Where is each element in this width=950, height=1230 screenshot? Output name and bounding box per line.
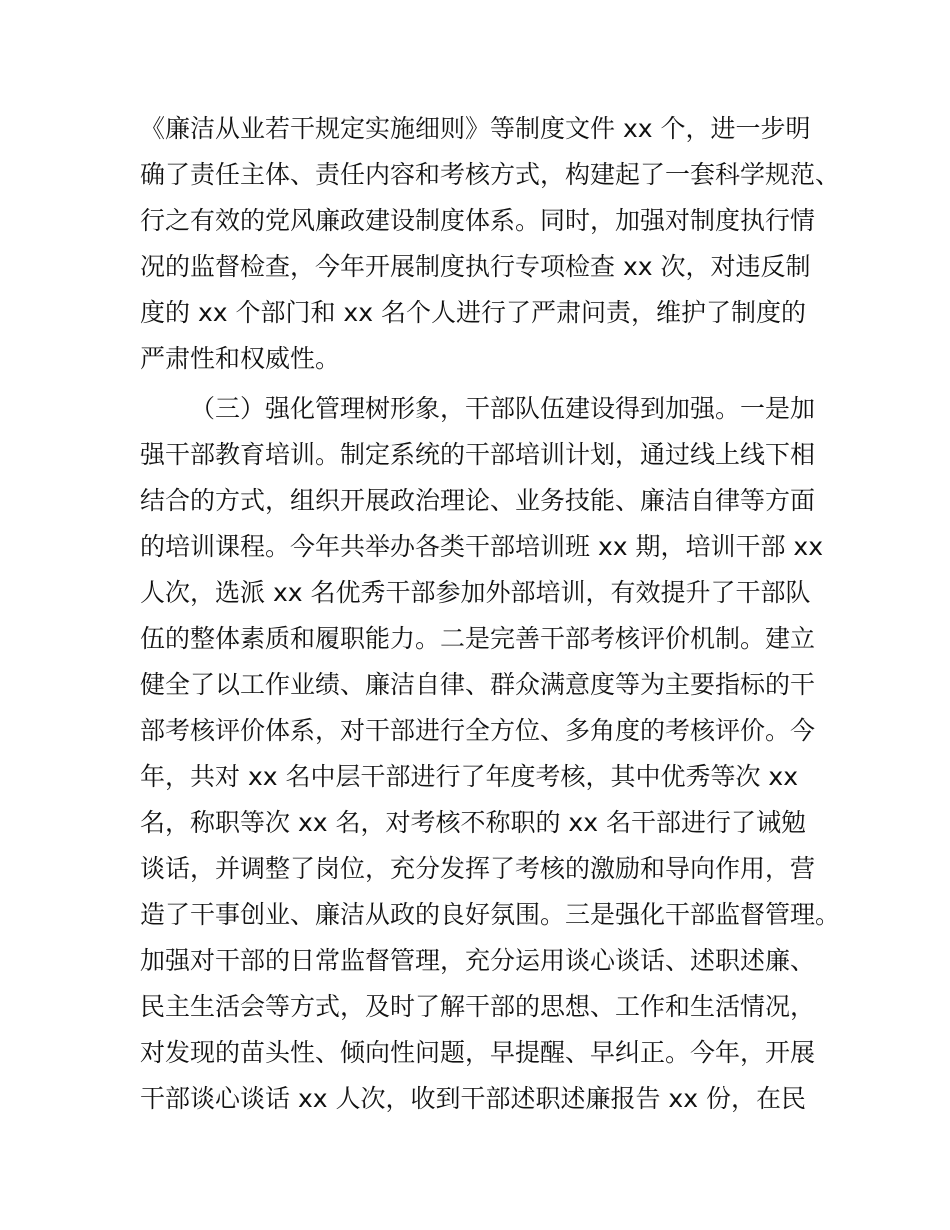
section-heading-line: （三）强化管理树形象，干部队伍建设得到加强。一是加 xyxy=(190,394,816,423)
paragraph-line: 严肃性和权威性。 xyxy=(140,344,341,373)
paragraph-line: 对发现的苗头性、倾向性问题，早提醒、早纠正。今年，开展 xyxy=(140,1038,816,1067)
paragraph-line: 部考核评价体系，对干部进行全方位、多角度的考核评价。今 xyxy=(140,716,816,745)
paragraph-line: 名，称职等次 xx 名，对考核不称职的 xx 名干部进行了诫勉 xyxy=(140,808,806,837)
paragraph-line: 谈话，并调整了岗位，充分发挥了考核的激励和导向作用，营 xyxy=(140,854,816,883)
paragraph-line: 的培训课程。今年共举办各类干部培训班 xx 期，培训干部 xx xyxy=(140,532,824,561)
paragraph-line: 健全了以工作业绩、廉洁自律、群众满意度等为主要指标的干 xyxy=(140,670,816,699)
paragraph-line: 确了责任主体、责任内容和考核方式，构建起了一套科学规范、 xyxy=(140,160,840,189)
paragraph-line: 《廉洁从业若干规定实施细则》等制度文件 xx 个，进一步明 xyxy=(140,114,811,143)
paragraph-line: 强干部教育培训。制定系统的干部培训计划，通过线上线下相 xyxy=(140,440,816,469)
paragraph-line: 人次，选派 xx 名优秀干部参加外部培训，有效提升了干部队 xyxy=(140,578,811,607)
paragraph-line: 造了干事创业、廉洁从政的良好氛围。三是强化干部监督管理。 xyxy=(140,900,840,929)
paragraph-line: 加强对干部的日常监督管理，充分运用谈心谈话、述职述廉、 xyxy=(140,946,816,975)
paragraph-line: 况的监督检查，今年开展制度执行专项检查 xx 次，对违反制 xyxy=(140,252,811,281)
paragraph-line: 结合的方式，组织开展政治理论、业务技能、廉洁自律等方面 xyxy=(140,486,816,515)
paragraph-line: 度的 xx 个部门和 xx 名个人进行了严肃问责，维护了制度的 xyxy=(140,298,806,327)
paragraph-line: 行之有效的党风廉政建设制度体系。同时，加强对制度执行情 xyxy=(140,206,816,235)
paragraph-line: 民主生活会等方式，及时了解干部的思想、工作和生活情况， xyxy=(140,992,816,1021)
paragraph-line: 伍的整体素质和履职能力。二是完善干部考核评价机制。建立 xyxy=(140,624,816,653)
paragraph-line: 干部谈心谈话 xx 人次，收到干部述职述廉报告 xx 份，在民 xyxy=(140,1084,806,1113)
paragraph-line: 年，共对 xx 名中层干部进行了年度考核，其中优秀等次 xx xyxy=(140,762,799,791)
